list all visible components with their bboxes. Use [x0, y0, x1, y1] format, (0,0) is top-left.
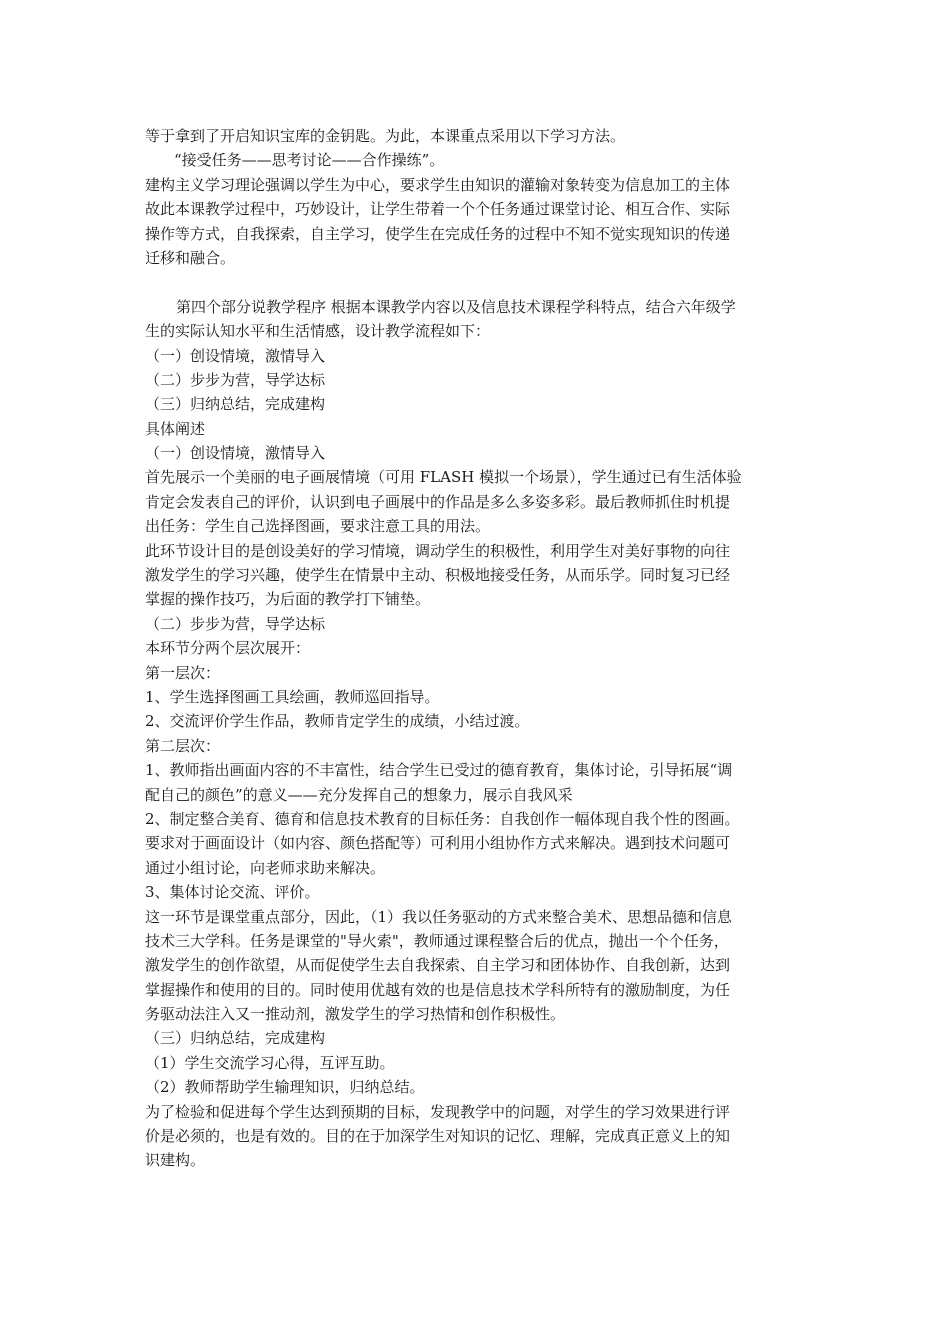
text-line: 激发学生的学习兴趣，使学生在情景中主动、积极地接受任务，从而乐学。同时复习已经	[145, 566, 731, 585]
text-line: 肯定会发表自己的评价，认识到电子画展中的作品是多么多姿多彩。最后教师抓住时机提	[145, 492, 731, 511]
text-line: （一）创设情境，激情导入	[145, 346, 326, 365]
text-line: 3、集体讨论交流、评价。	[145, 883, 320, 902]
text-line: 建构主义学习理论强调以学生为中心，要求学生由知识的灌输对象转变为信息加工的主体	[145, 175, 731, 194]
text-line: 第一层次：	[145, 663, 221, 682]
text-line: （1）学生交流学习心得，互评互助。	[145, 1053, 395, 1072]
section-heading: 第四个部分说教学程序 根据本课教学内容以及信息技术课程学科特点，结合六年级学	[176, 297, 736, 316]
text-line: 迁移和融合。	[145, 248, 236, 267]
text-line: 1、学生选择图画工具绘画，教师巡回指导。	[145, 687, 440, 706]
text-line: 等于拿到了开启知识宝库的金钥匙。为此，本课重点采用以下学习方法。	[145, 127, 626, 145]
text-line: 第二层次：	[145, 736, 221, 755]
text-line: 价是必须的，也是有效的。目的在于加深学生对知识的记忆、理解，完成真正意义上的知	[145, 1127, 731, 1146]
text-line: 操作等方式，自我探索，自主学习，使学生在完成任务的过程中不知不觉实现知识的传递	[145, 224, 731, 243]
text-line: 掌握操作和使用的目的。同时使用优越有效的也是信息技术学科所特有的激励制度，为任	[145, 980, 731, 999]
text-line: “接受任务——思考讨论——合作操练”。	[174, 151, 445, 170]
text-line: （2）教师帮助学生输理知识，归纳总结。	[145, 1078, 425, 1097]
text-line: 本环节分两个层次展开：	[145, 639, 311, 658]
text-line: （二）步步为营，导学达标	[145, 614, 326, 633]
paragraph-gap	[145, 270, 810, 294]
text-line: 具体阐述	[145, 419, 206, 438]
text-line: 出任务：学生自己选择图画，要求注意工具的用法。	[145, 517, 491, 536]
text-line: 务驱动法注入又一推动剂，激发学生的学习热情和创作积极性。	[145, 1005, 566, 1024]
text-line: 掌握的操作技巧，为后面的教学打下铺垫。	[145, 590, 431, 609]
text-line: 通过小组讨论，向老师求助来解决。	[145, 858, 386, 877]
text-line: 激发学生的创作欲望，从而促使学生去自我探索、自主学习和团体协作、自我创新，达到	[145, 956, 731, 975]
text-line: 配自己的颜色”的意义——充分发挥自己的想象力，展示自我风采	[145, 785, 573, 804]
text-line: （一）创设情境，激情导入	[145, 444, 326, 463]
document-body	[145, 124, 810, 1173]
text-line: 首先展示一个美丽的电子画展情境（可用 FLASH 模拟一个场景），学生通过已有生活体验	[145, 468, 742, 487]
text-line: （二）步步为营，导学达标	[145, 370, 326, 389]
text-line: 为了检验和促进每个学生达到预期的目标，发现教学中的问题，对学生的学习效果进行评	[145, 1102, 731, 1121]
text-line: 此环节设计目的是创设美好的学习情境，调动学生的积极性，利用学生对美好事物的向往	[145, 541, 731, 560]
text-line: 1、教师指出画面内容的不丰富性，结合学生已受过的德育教育，集体讨论，引导拓展“调	[145, 761, 733, 780]
text-line: 识建构。	[145, 1151, 206, 1170]
text-line: （三）归纳总结，完成建构	[145, 1029, 326, 1048]
text-line: 技术三大学科。任务是课堂的"导火索"，教师通过课程整合后的优点，抛出一个个任务，	[145, 931, 729, 950]
text-line: 要求对于画面设计（如内容、颜色搭配等）可利用小组协作方式来解决。遇到技术问题可	[145, 834, 731, 853]
text-line: （三）归纳总结，完成建构	[145, 395, 326, 414]
text-line: 2、交流评价学生作品，教师肯定学生的成绩，小结过渡。	[145, 712, 530, 731]
text-line: 2、制定整合美育、德育和信息技术教育的目标任务：自我创作一幅体现自我个性的图画。	[145, 809, 740, 828]
text-line: 生的实际认知水平和生活情感，设计教学流程如下：	[145, 322, 491, 341]
text-line: 故此本课教学过程中，巧妙设计，让学生带着一个个任务通过课堂讨论、相互合作、实际	[145, 200, 731, 219]
text-line: 这一环节是课堂重点部分，因此，（1）我以任务驱动的方式来整合美术、思想品德和信息	[145, 907, 733, 926]
